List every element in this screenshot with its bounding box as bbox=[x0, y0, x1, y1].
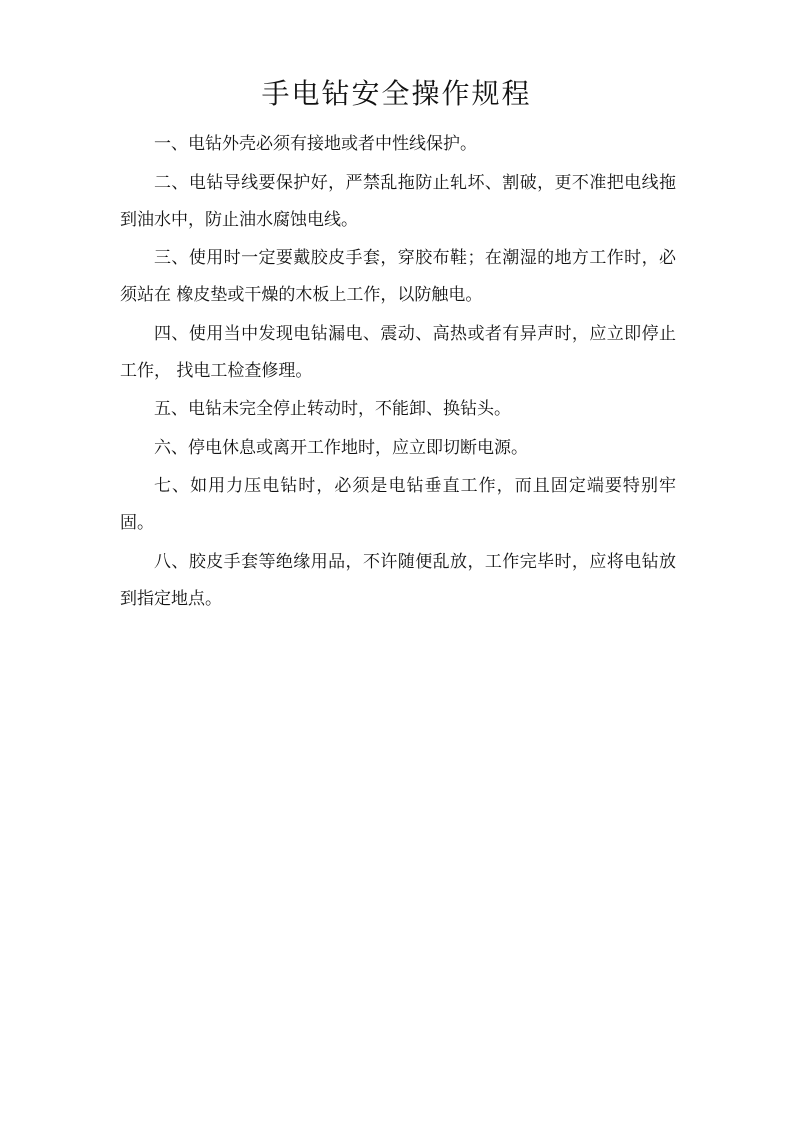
rule-paragraph-5: 五、电钻未完全停止转动时，不能卸、换钻头。 bbox=[154, 399, 511, 419]
rule-paragraph-3: 三、使用时一定要戴胶皮手套，穿胶布鞋；在潮湿的地方工作时，必须站在 橡皮垫或干燥的木板上工作，以防触电。 bbox=[120, 248, 676, 305]
rule-paragraph-2: 二、电钻导线要保护好，严禁乱拖防止轧坏、割破，更不准把电线拖到油水中，防止油水腐蚀电线。 bbox=[120, 172, 676, 230]
rule-paragraph-6: 六、停电休息或离开工作地时，应立即切断电源。 bbox=[154, 437, 528, 458]
document-title: 手电钻安全操作规程 bbox=[261, 77, 532, 110]
rule-paragraph-8: 八、胶皮手套等绝缘用品，不许随便乱放，工作完毕时，应将电钻放到指定地点。 bbox=[120, 551, 676, 609]
rule-paragraph-1: 一、电钻外壳必须有接地或者中性线保护。 bbox=[154, 134, 477, 154]
document-body bbox=[120, 126, 676, 619]
rule-paragraph-7: 七、如用力压电钻时，必须是电钻垂直工作，而且固定端要特别牢固。 bbox=[120, 476, 676, 533]
rule-paragraph-4: 四、使用当中发现电钻漏电、震动、高热或者有异声时，应立即停止工作， 找电工检查修理。 bbox=[120, 323, 676, 381]
